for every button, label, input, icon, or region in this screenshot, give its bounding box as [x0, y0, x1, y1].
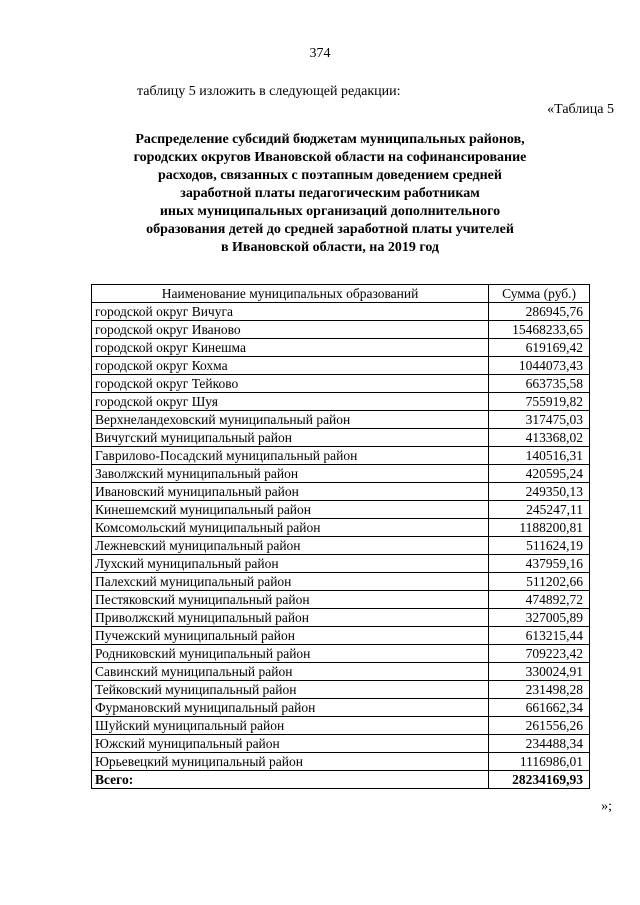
- municipality-name: городской округ Вичуга: [92, 303, 489, 321]
- subsidy-amount: 511202,66: [489, 573, 590, 591]
- municipality-name: Приволжский муниципальный район: [92, 609, 489, 627]
- subsidy-amount: 437959,16: [489, 555, 590, 573]
- municipality-name: Вичугский муниципальный район: [92, 429, 489, 447]
- subsidy-amount: 234488,34: [489, 735, 590, 753]
- municipality-name: Юрьевецкий муниципальный район: [92, 753, 489, 771]
- subsidy-amount: 261556,26: [489, 717, 590, 735]
- page-number: 374: [309, 46, 331, 61]
- intro-text: таблицу 5 изложить в следующей редакции:: [137, 84, 401, 99]
- subsidy-amount: 755919,82: [489, 393, 590, 411]
- subsidy-amount: 231498,28: [489, 681, 590, 699]
- subsidy-amount: 245247,11: [489, 501, 590, 519]
- subsidy-amount: 661662,34: [489, 699, 590, 717]
- subsidy-amount: 330024,91: [489, 663, 590, 681]
- subsidy-amount: 317475,03: [489, 411, 590, 429]
- subsidy-amount: 15468233,65: [489, 321, 590, 339]
- table-row: [92, 555, 590, 573]
- header-name: Наименование муниципальных образований: [92, 285, 489, 303]
- document-title: [100, 131, 560, 257]
- table-row: [92, 627, 590, 645]
- municipality-name: Родниковский муниципальный район: [92, 645, 489, 663]
- table-row: [92, 303, 590, 321]
- table-row: [92, 321, 590, 339]
- title-line: городских округов Ивановской области на софинансирование: [133, 150, 527, 165]
- table-row: [92, 609, 590, 627]
- municipality-name: Тейковский муниципальный район: [92, 681, 489, 699]
- municipality-name: Фурмановский муниципальный район: [92, 699, 489, 717]
- municipality-name: городской округ Иваново: [92, 321, 489, 339]
- table-row: [92, 717, 590, 735]
- total-amount: 28234169,93: [489, 771, 590, 789]
- table-row: [92, 537, 590, 555]
- municipality-name: городской округ Шуя: [92, 393, 489, 411]
- municipality-name: Ивановский муниципальный район: [92, 483, 489, 501]
- subsidy-amount: 613215,44: [489, 627, 590, 645]
- subsidy-amount: 420595,24: [489, 465, 590, 483]
- table-row: [92, 411, 590, 429]
- municipality-name: Верхнеландеховский муниципальный район: [92, 411, 489, 429]
- title-line: иных муниципальных организаций дополнительного: [159, 204, 501, 219]
- table-row: [92, 483, 590, 501]
- closing-mark: »;: [601, 799, 612, 814]
- table-row: [92, 501, 590, 519]
- municipality-name: Савинский муниципальный район: [92, 663, 489, 681]
- municipality-name: городской округ Тейково: [92, 375, 489, 393]
- table-row: [92, 699, 590, 717]
- total-row: [92, 771, 590, 789]
- municipality-name: Заволжский муниципальный район: [92, 465, 489, 483]
- table-row: [92, 465, 590, 483]
- title-line: в Ивановской области, на 2019 год: [220, 240, 440, 255]
- table-row: [92, 429, 590, 447]
- table-row: [92, 357, 590, 375]
- title-line: расходов, связанных с поэтапным доведением средней: [158, 168, 502, 183]
- subsidy-amount: 286945,76: [489, 303, 590, 321]
- table-row: [92, 735, 590, 753]
- table-body: [92, 303, 590, 771]
- table-row: [92, 519, 590, 537]
- subsidies-table: [91, 284, 590, 789]
- table-row: [92, 591, 590, 609]
- municipality-name: Лухский муниципальный район: [92, 555, 489, 573]
- table-header-row: [92, 285, 590, 303]
- table-row: [92, 375, 590, 393]
- total-label: Всего:: [92, 771, 489, 789]
- municipality-name: Пучежский муниципальный район: [92, 627, 489, 645]
- title-line: образования детей до средней заработной платы учителей: [146, 222, 514, 237]
- subsidy-amount: 663735,58: [489, 375, 590, 393]
- table-label: «Таблица 5: [547, 102, 614, 117]
- subsidy-amount: 511624,19: [489, 537, 590, 555]
- municipality-name: Гаврилово-Посадский муниципальный район: [92, 447, 489, 465]
- table-row: [92, 663, 590, 681]
- subsidy-amount: 140516,31: [489, 447, 590, 465]
- municipality-name: Комсомольский муниципальный район: [92, 519, 489, 537]
- table-row: [92, 339, 590, 357]
- subsidy-amount: 474892,72: [489, 591, 590, 609]
- table-row: [92, 393, 590, 411]
- subsidy-amount: 1044073,43: [489, 357, 590, 375]
- subsidy-amount: 619169,42: [489, 339, 590, 357]
- title-line: Распределение субсидий бюджетам муниципальных районов,: [135, 132, 525, 147]
- municipality-name: Пестяковский муниципальный район: [92, 591, 489, 609]
- municipality-name: Шуйский муниципальный район: [92, 717, 489, 735]
- subsidy-amount: 709223,42: [489, 645, 590, 663]
- municipality-name: Лежневский муниципальный район: [92, 537, 489, 555]
- municipality-name: городской округ Кинешма: [92, 339, 489, 357]
- subsidy-amount: 1188200,81: [489, 519, 590, 537]
- municipality-name: городской округ Кохма: [92, 357, 489, 375]
- subsidy-amount: 327005,89: [489, 609, 590, 627]
- subsidy-amount: 1116986,01: [489, 753, 590, 771]
- title-line: заработной платы педагогическим работникам: [180, 186, 480, 201]
- table-row: [92, 753, 590, 771]
- table-row: [92, 447, 590, 465]
- table-row: [92, 573, 590, 591]
- municipality-name: Южский муниципальный район: [92, 735, 489, 753]
- table-row: [92, 645, 590, 663]
- subsidy-amount: 413368,02: [489, 429, 590, 447]
- subsidy-amount: 249350,13: [489, 483, 590, 501]
- header-amount: Сумма (руб.): [489, 285, 590, 303]
- municipality-name: Палехский муниципальный район: [92, 573, 489, 591]
- municipality-name: Кинешемский муниципальный район: [92, 501, 489, 519]
- table-row: [92, 681, 590, 699]
